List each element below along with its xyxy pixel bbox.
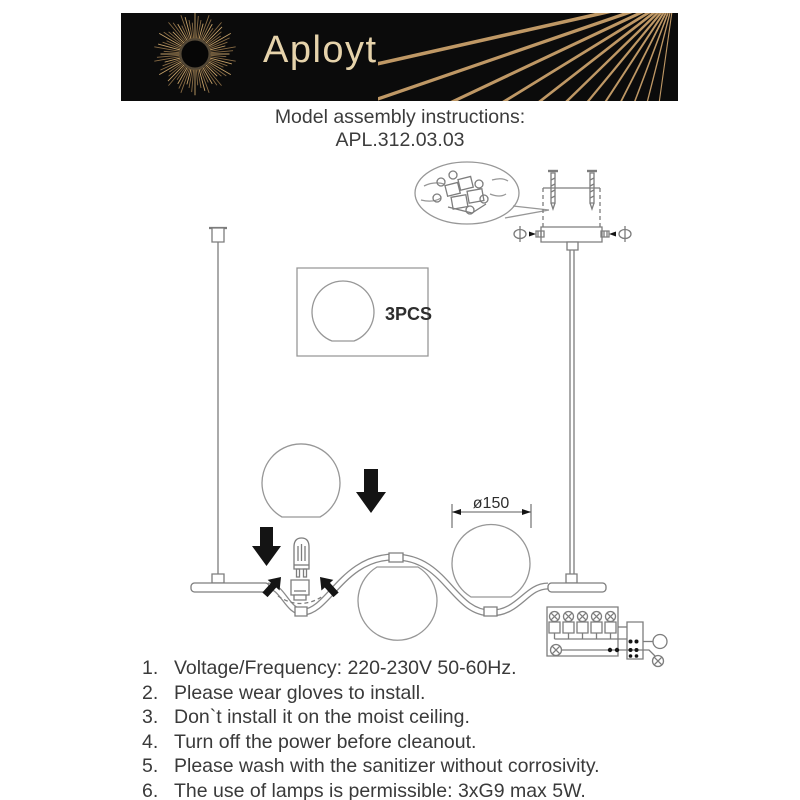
middle-sphere: [358, 567, 437, 640]
parts-count-label: 3PCS: [385, 304, 433, 324]
right-sphere: [452, 525, 530, 597]
item-text: Turn off the power before cleanout.: [174, 730, 477, 753]
screw-terminal-icon: [563, 612, 574, 640]
model-number: APL.312.03.03: [335, 129, 465, 151]
lamp-socket-drawing: [278, 580, 323, 604]
side-screw-right-icon: [601, 226, 631, 242]
terminal-block-detail-icon: [421, 171, 508, 214]
list-item: [142, 730, 600, 755]
item-number: 5.: [142, 755, 159, 778]
screw-terminal-icon: [591, 612, 602, 640]
screw-terminal-icon: [549, 612, 560, 640]
item-text: Please wash with the sanitizer without corrosivity.: [174, 755, 600, 778]
list-item: [142, 754, 600, 779]
item-number: 1.: [142, 657, 159, 679]
callout-balloon: [415, 162, 549, 224]
brand-name: Aployt: [263, 29, 378, 71]
list-item: [142, 705, 600, 730]
ceiling-canopy-drawing: [514, 171, 631, 250]
item-text: Please wear gloves to install.: [174, 681, 426, 704]
down-arrow-icon: [356, 469, 386, 513]
list-item: [142, 681, 600, 706]
screw-terminal-icon: [577, 612, 588, 640]
left-pendant-rod-drawing: [209, 228, 227, 574]
item-number: 2.: [142, 681, 159, 704]
item-text: Voltage/Frequency: 220-230V 50-60Hz.: [174, 657, 517, 679]
item-number: 3.: [142, 706, 159, 729]
item-text: The use of lamps is permissible: 3xG9 max 5W.: [174, 779, 586, 800]
lamp-symbol-icon: [653, 635, 667, 649]
right-pendant-rod-drawing: [570, 250, 574, 574]
diameter-dimension: [452, 495, 531, 528]
item-number: 6.: [142, 779, 159, 800]
screw-terminal-icon: [605, 612, 616, 640]
mounting-screw-icon: [548, 171, 558, 209]
ground-screw-icon: [551, 645, 562, 656]
list-item: [142, 779, 600, 800]
g9-bulb-icon: [294, 538, 309, 577]
mounting-screw-icon: [587, 171, 597, 209]
side-screw-left-icon: [514, 226, 544, 242]
loose-sphere: [262, 444, 340, 517]
instruction-list: [142, 656, 600, 800]
item-number: 4.: [142, 730, 159, 753]
list-item: [142, 656, 600, 681]
item-text: Don`t install it on the moist ceiling.: [174, 706, 470, 729]
sheet-title: Model assembly instructions:: [274, 106, 526, 128]
lamp-symbol-icon: [653, 656, 664, 667]
parts-count-box: [297, 268, 432, 356]
diameter-label: ø150: [472, 495, 510, 512]
down-arrow-icon: [252, 527, 281, 566]
